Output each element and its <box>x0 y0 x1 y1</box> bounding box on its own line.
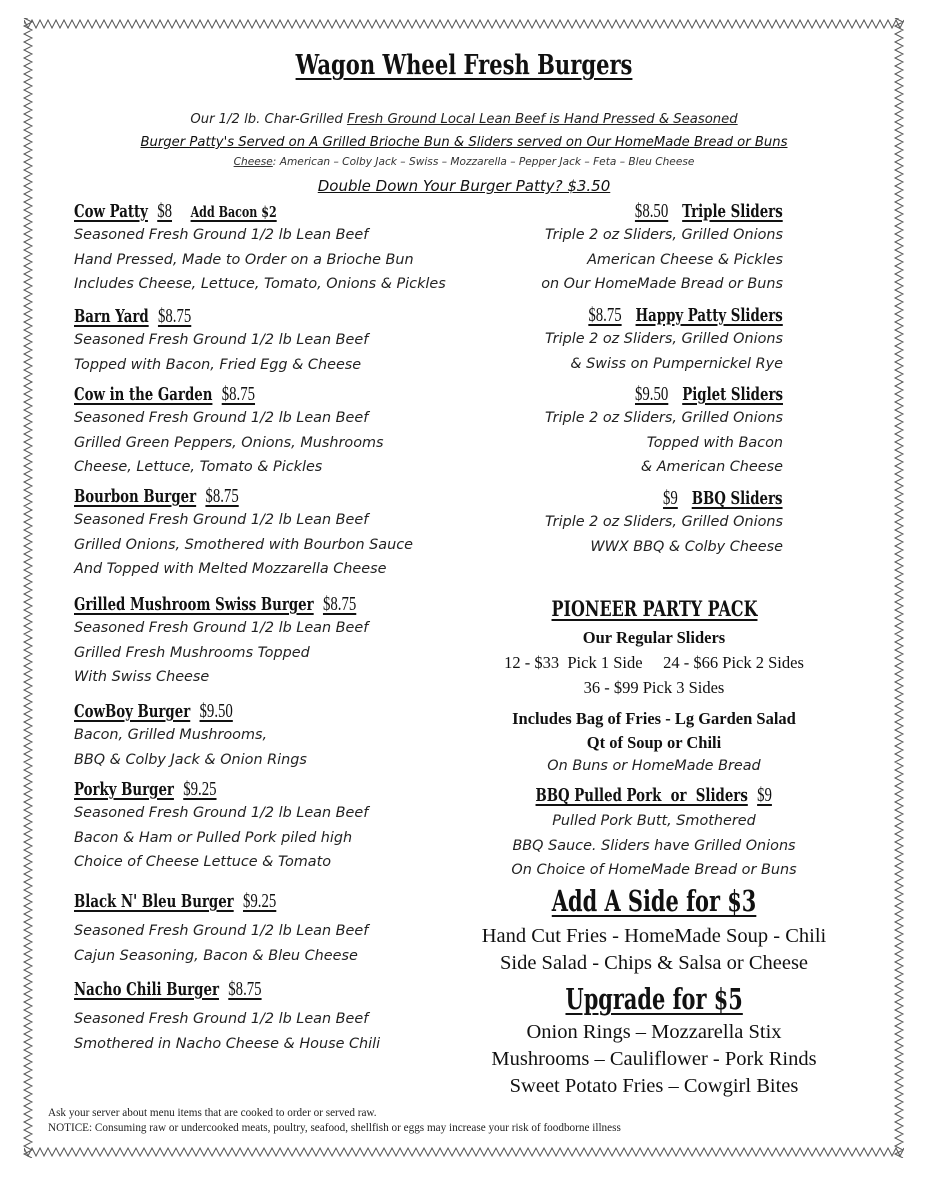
food-safety-notice: Ask your server about menu items that are cooked to order or served raw. NOTICE: Consuming raw or undercooked meats, poultry, seafood, shellfish or eggs may increase your risk of foodborne illness <box>48 1107 621 1134</box>
pulled-pork-desc: Pulled Pork Butt, Smothered BBQ Sauce. Sliders have Grilled Onions On Choice of HomeMade Bread or Buns <box>511 813 797 878</box>
slider-item <box>489 383 783 480</box>
intro-line-1: Our 1/2 lb. Char-Grilled Fresh Ground Local Lean Beef is Hand Pressed & Seasoned <box>190 112 738 127</box>
burger-description: Seasoned Fresh Ground 1/2 lb Lean Beef Grilled Fresh Mushrooms Topped With Swiss Cheese <box>74 620 369 686</box>
burger-heading: Grilled Mushroom Swiss Burger $8.75 <box>74 593 357 615</box>
slider-description: Triple 2 oz Sliders, Grilled Onions & Swiss on Pumpernickel Rye <box>545 331 783 372</box>
burger-description: Seasoned Fresh Ground 1/2 lb Lean Beef Topped with Bacon, Fried Egg & Cheese <box>74 332 369 373</box>
slider-heading: $8.75 Happy Patty Sliders <box>588 304 783 326</box>
party-pack-includes-2: Qt of Soup or Chili <box>586 733 722 752</box>
burger-heading: Porky Burger $9.25 <box>74 778 217 800</box>
slider-heading: $9 BBQ Sliders <box>663 487 783 509</box>
burger-description: Seasoned Fresh Ground 1/2 lb Lean Beef Grilled Onions, Smothered with Bourbon Sauce And Topped with Melted Mozzarella Cheese <box>74 512 413 578</box>
party-pack-title: PIONEER PARTY PACK <box>551 596 757 621</box>
burger-item <box>74 305 368 377</box>
slider-description: Triple 2 oz Sliders, Grilled Onions Topped with Bacon & American Cheese <box>545 410 783 476</box>
slider-item <box>489 487 783 559</box>
burger-item <box>74 890 368 968</box>
burger-heading: CowBoy Burger $9.50 <box>74 700 233 722</box>
party-pack-subtitle: Our Regular Sliders <box>582 628 726 647</box>
cheese-options: Cheese: American – Colby Jack – Swiss – Mozzarella – Pepper Jack – Feta – Bleu Cheese <box>233 156 695 168</box>
slider-item <box>489 200 783 297</box>
slider-heading: $9.50 Piglet Sliders <box>635 383 783 405</box>
slider-item <box>489 304 783 376</box>
sides-line-1: Hand Cut Fries - HomeMade Soup - Chili <box>481 925 827 947</box>
menu-title: Wagon Wheel Fresh Burgers <box>295 50 633 81</box>
intro-line-2: Burger Patty's Served on A Grilled Brioche Bun & Sliders served on Our HomeMade Bread or Buns <box>140 135 788 150</box>
burger-heading: Barn Yard $8.75 <box>74 305 192 327</box>
upgrade-line-1: Onion Rings – Mozzarella Stix <box>526 1021 782 1043</box>
upgrade-line-3: Sweet Potato Fries – Cowgirl Bites <box>509 1075 799 1097</box>
burger-description: Seasoned Fresh Ground 1/2 lb Lean Beef Grilled Green Peppers, Onions, Mushrooms Cheese, Lettuce, Tomato & Pickles <box>74 410 384 476</box>
party-pack-pricing-2: 36 - $99 Pick 3 Sides <box>583 678 725 697</box>
slider-description: Triple 2 oz Sliders, Grilled Onions WWX BBQ & Colby Cheese <box>545 514 783 555</box>
burger-heading: Bourbon Burger $8.75 <box>74 485 239 507</box>
menu-page <box>34 28 894 1152</box>
border-right <box>893 18 905 1158</box>
upgrade-line-2: Mushrooms – Cauliflower - Pork Rinds <box>491 1048 817 1070</box>
burger-item <box>74 200 446 297</box>
burger-item <box>74 593 455 690</box>
burger-heading: Nacho Chili Burger $8.75 <box>74 978 262 1000</box>
sides-title: Add A Side for $3 <box>551 884 757 918</box>
party-pack-pricing-1: 12 - $33 Pick 1 Side 24 - $66 Pick 2 Sides <box>504 653 804 672</box>
burger-item <box>74 383 384 480</box>
burger-description: Seasoned Fresh Ground 1/2 lb Lean Beef Hand Pressed, Made to Order on a Brioche Bun Includes Cheese, Lettuce, Tomato, Onions & Pickles <box>74 227 446 293</box>
burger-heading: Black N' Bleu Burger $9.25 <box>74 890 277 912</box>
sides-line-2: Side Salad - Chips & Salsa or Cheese <box>499 952 809 974</box>
burger-item <box>74 978 380 1056</box>
burger-item <box>74 700 307 772</box>
double-down-offer: Double Down Your Burger Patty? $3.50 <box>317 177 611 195</box>
pulled-pork-heading: BBQ Pulled Pork or Sliders $9 <box>535 784 773 806</box>
burger-item <box>74 485 413 582</box>
party-pack-includes-3: On Buns or HomeMade Bread <box>547 758 761 774</box>
burger-heading: Cow in the Garden $8.75 <box>74 383 256 405</box>
party-pack-includes: Includes Bag of Fries - Lg Garden Salad <box>512 709 796 728</box>
burger-heading: Cow Patty $8 Add Bacon $2 <box>74 200 277 222</box>
slider-heading: $8.50 Triple Sliders <box>635 200 783 222</box>
burger-description: Seasoned Fresh Ground 1/2 lb Lean Beef Cajun Seasoning, Bacon & Bleu Cheese <box>74 923 369 964</box>
upgrade-title: Upgrade for $5 <box>565 982 743 1016</box>
burger-item <box>74 778 368 875</box>
burger-description: Bacon, Grilled Mushrooms, BBQ & Colby Jack & Onion Rings <box>74 727 307 768</box>
burger-description: Seasoned Fresh Ground 1/2 lb Lean Beef Bacon & Ham or Pulled Pork piled high Choice of Cheese Lettuce & Tomato <box>74 805 369 871</box>
burger-description: Seasoned Fresh Ground 1/2 lb Lean Beef Smothered in Nacho Cheese & House Chili <box>74 1011 381 1052</box>
border-left <box>22 18 34 1158</box>
slider-description: Triple 2 oz Sliders, Grilled Onions American Cheese & Pickles on Our HomeMade Bread or Buns <box>541 227 783 293</box>
